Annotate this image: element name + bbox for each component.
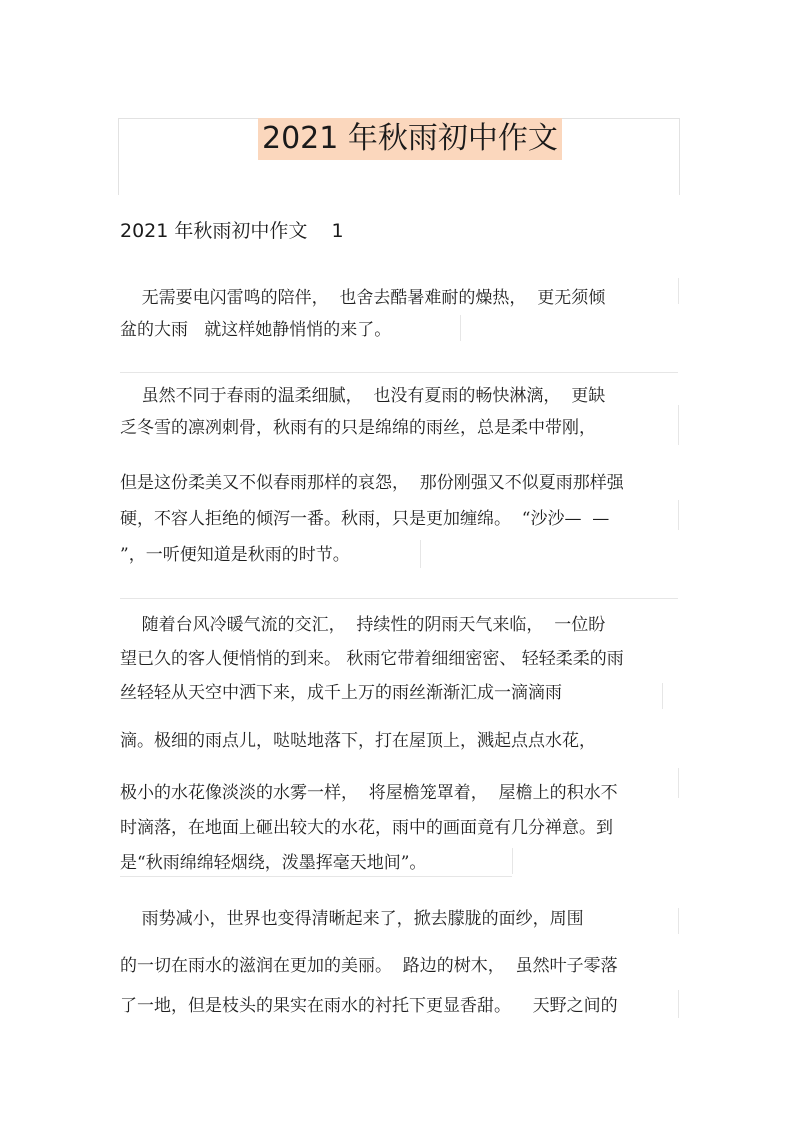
scan-line [460, 315, 461, 341]
scan-line [662, 683, 663, 709]
scan-line [120, 598, 678, 599]
scan-line [678, 405, 679, 445]
scan-line [678, 768, 679, 798]
scan-line [120, 876, 512, 877]
paragraph-1-line-1: 无需要电闪雷鸣的陪伴， 也舍去酷暑难耐的燥热， 更无须倾 [120, 288, 606, 308]
paragraph-4-line-2: 的一切在雨水的滋润在更加的美丽。 路边的树木， 虽然叶子零落 [120, 956, 618, 976]
paragraph-2-line-3: 但是这份柔美又不似春雨那样的哀怨， 那份刚强又不似夏雨那样强 [120, 473, 624, 493]
paragraph-4-line-1: 雨势减小，世界也变得清晰起来了，掀去朦胧的面纱，周围 [120, 909, 584, 929]
paragraph-3-line-7: 是“秋雨绵绵轻烟绕，泼墨挥毫天地间”。 [120, 853, 427, 873]
paragraph-3-line-3: 丝轻轻从天空中洒下来，成千上万的雨丝渐渐汇成一滴滴雨 [120, 683, 562, 703]
scan-line [678, 990, 679, 1018]
paragraph-3-line-1: 随着台风冷暖气流的交汇， 持续性的阴雨天气来临， 一位盼 [120, 615, 606, 635]
paragraph-2-line-4: 硬，不容人拒绝的倾泻一番。秋雨，只是更加缠绵。 “沙沙— — [120, 509, 610, 529]
scan-line [678, 278, 679, 304]
essay-heading: 2021 年秋雨初中作文 1 [120, 220, 344, 242]
paragraph-3-line-4: 滴。极细的雨点儿，哒哒地落下，打在屋顶上，溅起点点水花， [120, 731, 596, 751]
paragraph-2-line-2: 乏冬雪的凛冽刺骨，秋雨有的只是绵绵的雨丝，总是柔中带刚， [120, 418, 596, 438]
paragraph-2-line-5: ”，一听便知道是秋雨的时节。 [120, 545, 350, 565]
scan-line [512, 848, 513, 874]
paragraph-3-line-5: 极小的水花像淡淡的水雾一样， 将屋檐笼罩着， 屋檐上的积水不 [120, 783, 618, 803]
scan-line [678, 500, 679, 530]
paragraph-3-line-2: 望已久的客人便悄悄的到来。 秋雨它带着细细密密、 轻轻柔柔的雨 [120, 649, 624, 669]
scan-line [678, 908, 679, 934]
paragraph-2-line-1: 虽然不同于春雨的温柔细腻， 也没有夏雨的畅快淋漓， 更缺 [120, 386, 606, 406]
scan-line [120, 372, 678, 373]
scan-line [420, 540, 421, 568]
paragraph-4-line-3: 了一地，但是枝头的果实在雨水的衬托下更显香甜。 天野之间的 [120, 996, 618, 1016]
document-title: 2021 年秋雨初中作文 [258, 118, 562, 160]
paragraph-1-line-2: 盆的大雨 就这样她静悄悄的来了。 [120, 320, 392, 340]
paragraph-3-line-6: 时滴落，在地面上砸出较大的水花，雨中的画面竟有几分禅意。到 [120, 818, 613, 838]
